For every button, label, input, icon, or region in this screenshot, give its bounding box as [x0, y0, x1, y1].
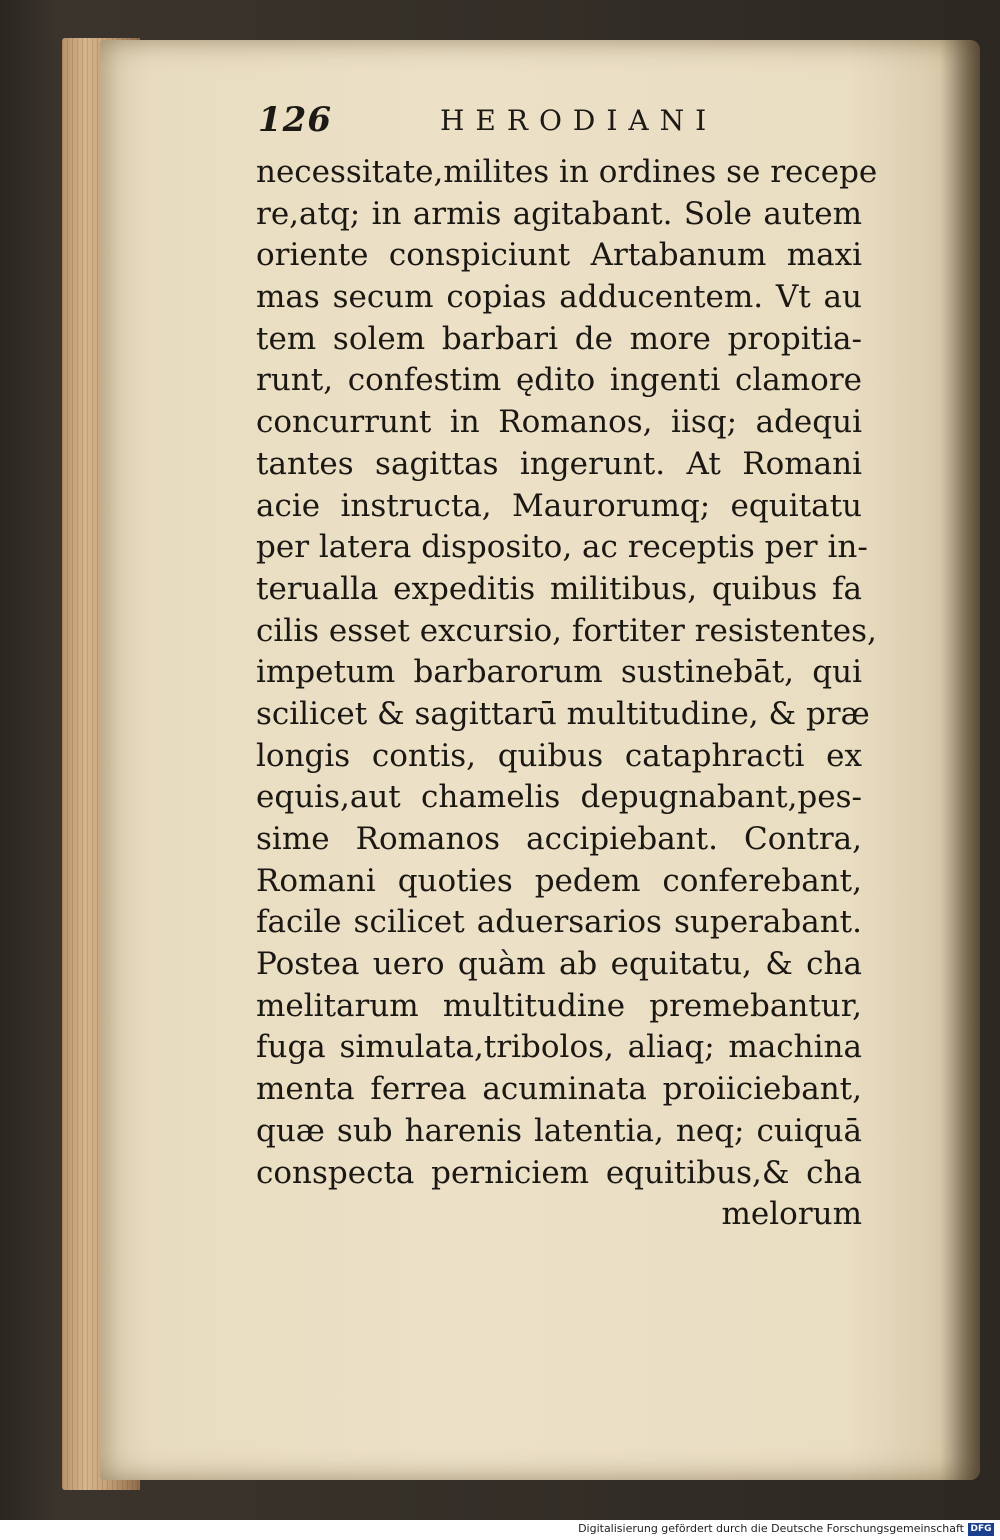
text-line: Romani quoties pedem conferebant,: [256, 862, 862, 899]
page-number: 126: [258, 100, 332, 140]
text-line: runt, confestim ędito ingenti clamore: [256, 362, 862, 399]
text-line: longis contis, quibus cataphracti ex: [256, 737, 862, 774]
text-line: acie instructa, Maurorumq; equitatu: [256, 487, 862, 524]
running-title: HERODIANI: [440, 104, 718, 137]
footer-bar: [0, 1520, 1000, 1540]
catchword: melorum: [721, 1196, 862, 1233]
text-line: cilis esset excursio, fortiter resistentes,: [256, 612, 877, 649]
text-line: scilicet & sagittarū multitudine, & præ: [256, 695, 870, 732]
text-line: quæ sub harenis latentia, neq; cuiquā: [256, 1112, 862, 1149]
text-line: necessitate,milites in ordines se recepe: [256, 154, 878, 190]
funding-credit: Digitalisierung gefördert durch die Deutsche Forschungsgemeinschaft: [578, 1522, 964, 1535]
text-line: impetum barbarorum sustinebāt, qui: [256, 654, 862, 691]
text-line: Postea uero quàm ab equitatu, & cha: [256, 946, 862, 983]
text-line: terualla expeditis militibus, quibus fa: [256, 570, 862, 607]
text-line: re,atq; in armis agitabant. Sole autem: [256, 195, 862, 232]
text-line: sime Romanos accipiebant. Contra,: [256, 821, 862, 857]
text-block: [256, 152, 878, 1236]
text-line: concurrunt in Romanos, iisq; adequi: [256, 404, 862, 441]
text-line: per latera disposito, ac receptis per in-: [256, 529, 868, 566]
dfg-logo-icon: DFG: [968, 1523, 994, 1536]
text-line: oriente conspiciunt Artabanum maxi: [256, 237, 862, 274]
text-line: conspecta perniciem equitibus,& cha: [256, 1154, 862, 1191]
text-line: equis,aut chamelis depugnabant,pes-: [256, 779, 862, 816]
text-line: fuga simulata,tribolos, aliaq; machina: [256, 1029, 862, 1066]
spine-shadow: [940, 40, 980, 1480]
text-line: tem solem barbari de more propitia-: [256, 320, 862, 357]
running-head: [258, 100, 858, 148]
text-line: menta ferrea acuminata proiiciebant,: [256, 1071, 862, 1108]
text-line: facile scilicet aduersarios superabant.: [256, 904, 862, 941]
text-line: tantes sagittas ingerunt. At Romani: [256, 445, 862, 482]
text-line: melitarum multitudine premebantur,: [256, 987, 862, 1024]
text-line: mas secum copias adducentem. Vt au: [256, 279, 862, 316]
